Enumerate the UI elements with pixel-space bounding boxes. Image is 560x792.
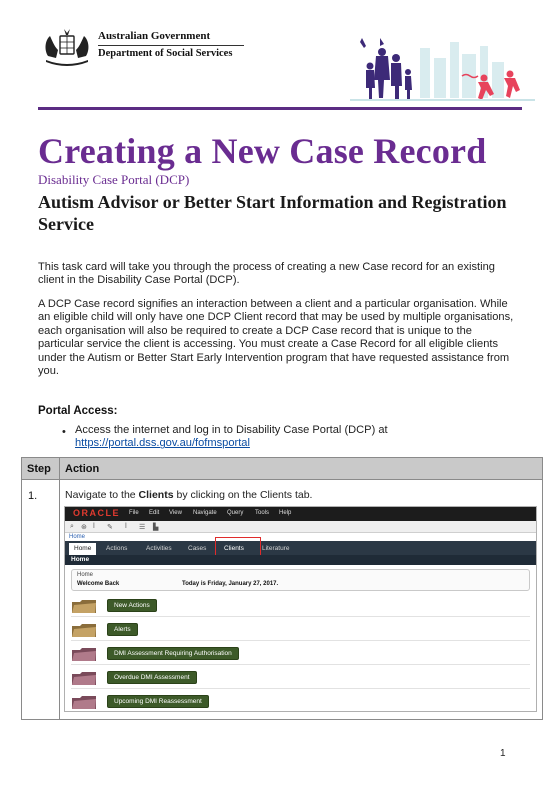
app-menubar (65, 507, 536, 521)
menu-tools[interactable]: Tools (255, 510, 270, 516)
app-toolbar (65, 521, 536, 533)
coat-of-arms-icon (40, 26, 94, 68)
chart-icon[interactable]: ▙ (153, 524, 159, 531)
list-item (71, 643, 530, 665)
separator-icon: ǀ (93, 523, 95, 530)
overdue-dmi-button[interactable]: Overdue DMI Assessment (107, 671, 197, 684)
table-header (22, 458, 542, 480)
list-item (71, 691, 530, 712)
folder-icon (71, 670, 97, 686)
column-header-step: Step (27, 463, 51, 475)
dmi-authorisation-button[interactable]: DMI Assessment Requiring Authorisation (107, 647, 239, 660)
tab-home[interactable]: Home (69, 543, 96, 555)
list-item (71, 667, 530, 689)
column-divider (59, 458, 60, 719)
dcp-application-screenshot (64, 506, 537, 712)
step-text-before: Navigate to the (65, 489, 139, 501)
page-subtitle: Disability Case Portal (DCP) (38, 172, 190, 187)
folder-icon (71, 622, 97, 638)
menu-view[interactable]: View (169, 510, 182, 516)
page-number: 1 (500, 748, 506, 759)
upcoming-dmi-button[interactable]: Upcoming DMI Reassessment (107, 695, 209, 708)
menu-file[interactable]: File (129, 510, 139, 516)
tab-cases[interactable]: Cases (188, 545, 207, 552)
description-paragraph: A DCP Case record signifies an interaction between a client and a particular organisation. While an eligible child will only have one DCP Client record that may be used by multiple organisations, each organisation will also be required to create a DCP Case record that is unique to the particular service the client is accessing. You must create a Case Record for all eligible clients under the Autism or Better Start Early Intervention program that have requested assistance from you. (38, 298, 514, 378)
page-title: Creating a New Case Record (38, 131, 487, 171)
steps-table (21, 457, 543, 720)
list-item (71, 619, 530, 641)
tab-actions[interactable]: Actions (106, 545, 128, 552)
separator-icon: ǀ (125, 523, 127, 530)
menu-navigate[interactable]: Navigate (193, 510, 217, 516)
folder-icon (71, 598, 97, 614)
portal-link[interactable]: https://portal.dss.gov.au/fofmsportal (75, 437, 250, 450)
bullet-icon: • (62, 426, 66, 438)
alerts-button[interactable]: Alerts (107, 623, 138, 636)
portal-access-heading: Portal Access: (38, 405, 118, 417)
clients-tab-highlight (215, 537, 261, 557)
list-item (71, 595, 530, 617)
folder-icon (71, 694, 97, 710)
header-divider (38, 107, 522, 110)
family-city-illustration (350, 36, 535, 108)
tab-literature[interactable]: Literature (262, 545, 290, 552)
welcome-panel-title: Home (77, 572, 94, 578)
breadcrumb[interactable]: Home (69, 534, 86, 540)
app-tabbar (65, 541, 536, 555)
intro-paragraph: This task card will take you through the process of creating a new Case record for an existing client in the Disability Case Portal (DCP). (38, 261, 495, 287)
step-number: 1. (28, 490, 38, 502)
department-name: Department of Social Services (98, 48, 233, 59)
menu-edit[interactable]: Edit (149, 510, 160, 516)
tab-clients[interactable]: Clients (224, 545, 244, 552)
search-icon[interactable]: ⌕ (70, 523, 74, 530)
oracle-logo: ORACLE (73, 508, 120, 518)
portal-access-instruction (75, 424, 505, 451)
folder-icon (71, 646, 97, 662)
menu-query[interactable]: Query (227, 510, 244, 516)
home-section-bar (65, 555, 536, 565)
tab-activities[interactable]: Activities (146, 545, 172, 552)
welcome-panel (71, 569, 530, 591)
step-text-bold: Clients (138, 489, 174, 501)
menu-help[interactable]: Help (279, 510, 292, 516)
step-text-after: by clicking on the Clients tab. (173, 489, 313, 501)
step-instruction (65, 489, 312, 501)
list-icon[interactable]: ☰ (139, 524, 146, 531)
portal-access-text: Access the internet and log in to Disability Case Portal (DCP) at (75, 424, 388, 436)
edit-icon[interactable]: ✎ (107, 524, 113, 531)
current-date: Today is Friday, January 27, 2017. (182, 581, 279, 587)
new-actions-button[interactable]: New Actions (107, 599, 157, 612)
government-name: Australian Government (98, 30, 211, 42)
logo-divider (98, 45, 244, 46)
section-heading: Autism Advisor or Better Start Information and Registration Service (38, 192, 507, 234)
record-icon[interactable]: ⊛ (81, 524, 87, 531)
welcome-message: Welcome Back (77, 581, 120, 587)
government-logo (40, 26, 240, 70)
column-header-action: Action (65, 463, 100, 475)
home-section-label: Home (71, 556, 90, 563)
